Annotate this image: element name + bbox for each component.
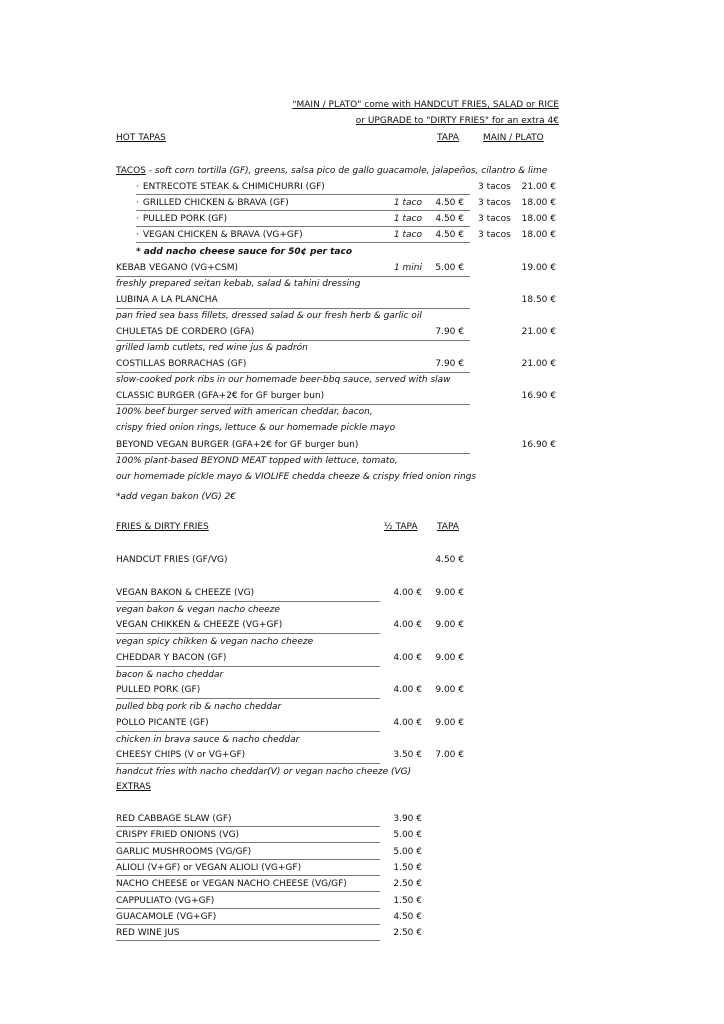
fries-item-name: CHEDDAR Y BACON (GF) (116, 652, 227, 663)
taco-item-label: ENTRECOTE STEAK & CHIMICHURRI (GF) (142, 182, 325, 192)
taco-item-label: GRILLED CHICKEN & BRAVA (GF) (142, 198, 289, 208)
dish-description: 100% beef burger served with american cheddar, bacon, (116, 407, 373, 417)
taco-item-label: VEGAN CHICKEN & BRAVA (VG+GF) (142, 230, 303, 240)
extras-item-divider (116, 924, 380, 925)
fries-item-tapa-price: 9.00 € (435, 685, 464, 695)
taco-item-main-qty: 3 tacos (478, 182, 511, 192)
dish-divider (116, 404, 470, 405)
extras-item-name: RED CABBAGE SLAW (GF) (116, 814, 232, 824)
fries-item-half-price: 4.00 € (393, 620, 422, 630)
dish-description: freshly prepared seitan kebab, salad & tahini dressing (116, 279, 361, 289)
extras-item-price: 1.50 € (393, 895, 422, 906)
bullet-icon: · (136, 198, 139, 208)
dish-main-price: 19.00 € (521, 263, 556, 273)
dish-divider (116, 276, 470, 277)
hot-tapas-col-tapa: TAPA (437, 133, 459, 143)
dish-description: 100% plant-based BEYOND MEAT topped with lettuce, tomato, (116, 456, 398, 466)
extras-item-name: GUACAMOLE (VG+GF) (116, 911, 217, 922)
extras-item-name: CAPPULIATO (VG+GF) (116, 895, 215, 906)
taco-item-main-price: 18.00 € (521, 198, 556, 208)
fries-item-description: vegan bakon & vegan nacho cheeze (116, 604, 280, 615)
taco-item-name (136, 182, 325, 193)
extras-item-divider (116, 826, 380, 827)
fries-item-name: CHEESY CHIPS (V or VG+GF) (116, 750, 246, 760)
dish-name: BEYOND VEGAN BURGER (GFA+2€ for GF burger bun) (116, 440, 359, 450)
extras-item-name: RED WINE JUS (116, 928, 180, 939)
dish-description: our homemade pickle mayo & VIOLIFE chedda cheeze & crispy fried onion rings (116, 472, 477, 482)
tacos-note: * add nacho cheese sauce for 50¢ per taco (136, 247, 353, 257)
extras-item-name: ALIOLI (V+GF) or VEGAN ALIOLI (VG+GF) (116, 862, 302, 873)
fries-item-divider (116, 731, 380, 732)
taco-item-label: PULLED PORK (GF) (142, 214, 228, 224)
tacos-desc: - soft corn tortilla (GF), greens, salsa pico de gallo guacamole, jalapeños, cilantro & lime (145, 166, 548, 176)
hot-tapas-col-main: MAIN / PLATO (483, 133, 544, 143)
fries-item-tapa-price: 9.00 € (435, 587, 464, 598)
fries-item-divider (116, 763, 380, 764)
extras-item-price: 1.50 € (393, 862, 422, 873)
extras-item-price: 2.50 € (393, 879, 422, 890)
dish-divider (116, 308, 470, 309)
fries-item-divider (116, 666, 380, 667)
fries-item-tapa-price: 9.00 € (435, 717, 464, 728)
fries-item-description: chicken in brava sauce & nacho cheddar (116, 734, 300, 745)
dish-name: CLASSIC BURGER (GFA+2€ for GF burger bun) (116, 391, 325, 401)
dish-description: crispy fried onion rings, lettuce & our homemade pickle mayo (116, 423, 396, 433)
hot-tapas-title: HOT TAPAS (116, 133, 166, 143)
extras-item-divider (116, 859, 380, 860)
dish-name: KEBAB VEGANO (VG+CSM) (116, 263, 239, 273)
taco-item-main-qty: 3 tacos (478, 230, 511, 240)
fries-item-divider (116, 601, 380, 602)
dish-description: grilled lamb cutlets, red wine jus & padrón (116, 343, 308, 353)
fries-item-tapa-price: 4.50 € (435, 555, 464, 565)
extras-item-name: NACHO CHEESE or VEGAN NACHO CHEESE (VG/GF) (116, 879, 347, 890)
taco-item-divider (136, 242, 470, 243)
fries-item-half-price: 4.00 € (393, 717, 422, 728)
bullet-icon: · (136, 214, 139, 224)
vegan-bakon-addon: *add vegan bakon (VG) 2€ (116, 492, 236, 502)
taco-item-qty: 1 taco (393, 230, 422, 240)
fries-item-tapa-price: 7.00 € (435, 750, 464, 760)
dish-main-price: 21.00 € (521, 359, 556, 369)
taco-item-name (136, 230, 303, 241)
taco-item-qty: 1 taco (393, 214, 422, 224)
header-line-2: or UPGRADE to "DIRTY FRIES" for an extra 4€ (355, 116, 559, 126)
fries-item-description: bacon & nacho cheddar (116, 669, 224, 680)
fries-item-half-price: 4.00 € (393, 587, 422, 598)
dish-divider (116, 340, 470, 341)
taco-item-main-price: 18.00 € (521, 230, 556, 240)
taco-item-main-qty: 3 tacos (478, 198, 511, 208)
taco-item-tapa-price: 4.50 € (435, 214, 464, 224)
dish-name: COSTILLAS BORRACHAS (GF) (116, 359, 247, 369)
fries-item-description: pulled bbq pork rib & nacho cheddar (116, 702, 282, 712)
tacos-name: TACOS (116, 166, 146, 176)
taco-item-tapa-price: 4.50 € (435, 198, 464, 208)
extras-item-divider (116, 940, 380, 941)
fries-item-half-price: 4.00 € (393, 652, 422, 663)
dish-main-price: 16.90 € (521, 440, 556, 450)
fries-item-description: handcut fries with nacho cheddar(V) or vegan nacho cheeze (VG) (116, 767, 412, 777)
tacos-header (116, 166, 547, 177)
dish-main-price: 21.00 € (521, 327, 556, 337)
fries-item-name: POLLO PICANTE (GF) (116, 717, 209, 728)
taco-item-main-price: 18.00 € (521, 214, 556, 224)
dish-divider (116, 453, 470, 454)
taco-item-main-price: 21.00 € (521, 182, 556, 192)
fries-item-divider (116, 633, 380, 634)
fries-title: FRIES & DIRTY FRIES (116, 522, 209, 532)
fries-item-tapa-price: 9.00 € (435, 652, 464, 663)
dish-name: CHULETAS DE CORDERO (GFA) (116, 327, 255, 337)
fries-item-name: HANDCUT FRIES (GF/VG) (116, 555, 228, 565)
extras-item-price: 2.50 € (393, 928, 422, 939)
dish-description: pan fried sea bass fillets, dressed salad & our fresh herb & garlic oil (116, 311, 422, 321)
extras-item-price: 5.00 € (393, 846, 422, 857)
dish-divider (116, 372, 470, 373)
taco-item-tapa-price: 4.50 € (435, 230, 464, 240)
taco-item-divider (136, 226, 470, 227)
extras-item-name: CRISPY FRIED ONIONS (VG) (116, 830, 240, 841)
taco-item-name (136, 198, 289, 209)
dish-name: LUBINA A LA PLANCHA (116, 295, 218, 305)
fries-item-tapa-price: 9.00 € (435, 620, 464, 630)
dish-main-price: 18.50 € (521, 295, 556, 305)
taco-item-divider (136, 194, 470, 195)
dish-description: slow-cooked pork ribs in our homemade beer-bbq sauce, served with slaw (116, 375, 451, 385)
extras-item-price: 5.00 € (393, 830, 422, 841)
dish-tapa-price: 7.90 € (435, 327, 464, 337)
extras-item-divider (116, 842, 380, 843)
extras-title: EXTRAS (116, 782, 151, 792)
fries-item-half-price: 4.00 € (393, 685, 422, 695)
header-line-1: "MAIN / PLATO" come with HANDCUT FRIES, SALAD or RICE (292, 100, 559, 110)
fries-col-tapa: TAPA (437, 522, 459, 532)
fries-item-divider (116, 698, 380, 699)
fries-item-name: VEGAN CHIKKEN & CHEEZE (VG+GF) (116, 620, 283, 630)
taco-item-divider (136, 210, 470, 211)
fries-item-description: vegan spicy chikken & vegan nacho cheeze (116, 637, 314, 647)
fries-item-name: VEGAN BAKON & CHEEZE (VG) (116, 587, 255, 598)
extras-item-price: 4.50 € (393, 911, 422, 922)
extras-item-divider (116, 891, 380, 892)
fries-item-half-price: 3.50 € (393, 750, 422, 760)
dish-main-price: 16.90 € (521, 391, 556, 401)
extras-item-price: 3.90 € (393, 814, 422, 824)
extras-item-divider (116, 908, 380, 909)
fries-col-half: ½ TAPA (384, 522, 418, 532)
bullet-icon: · (136, 230, 139, 240)
dish-tapa-price: 7.90 € (435, 359, 464, 369)
taco-item-main-qty: 3 tacos (478, 214, 511, 224)
bullet-icon: · (136, 182, 139, 192)
extras-item-name: GARLIC MUSHROOMS (VG/GF) (116, 846, 252, 857)
extras-item-divider (116, 875, 380, 876)
taco-item-qty: 1 taco (393, 198, 422, 208)
dish-tapa-price: 5.00 € (435, 263, 464, 273)
dish-qty: 1 mini (393, 263, 422, 273)
fries-item-name: PULLED PORK (GF) (116, 685, 201, 695)
taco-item-name (136, 214, 227, 225)
